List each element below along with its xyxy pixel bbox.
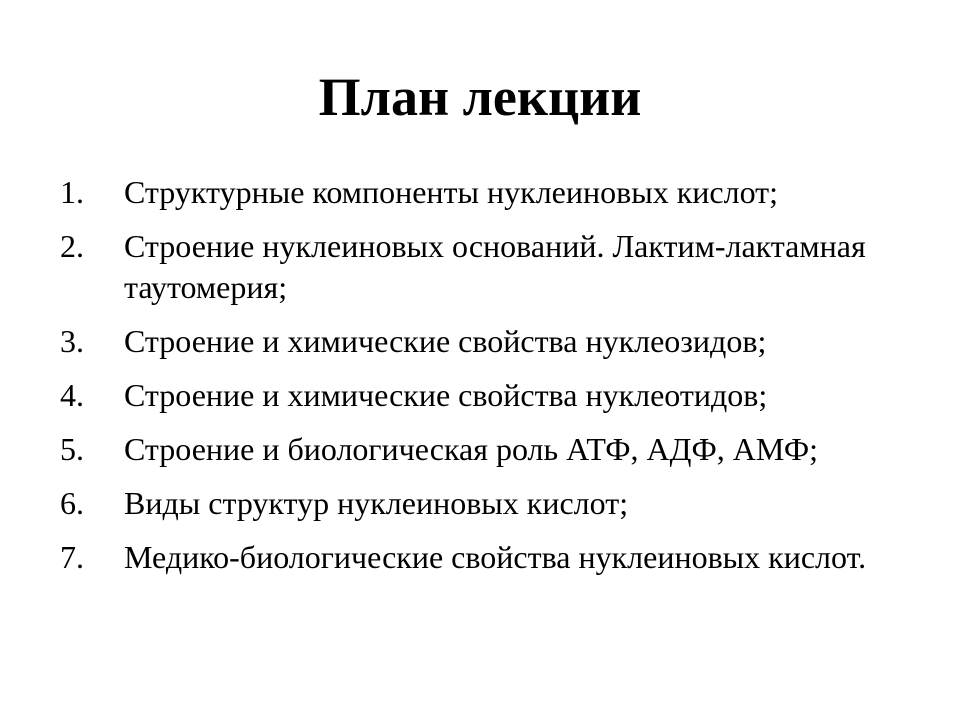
page-title: План лекции: [318, 67, 642, 127]
list-item: [60, 537, 900, 578]
list-item-number: 6.: [60, 485, 84, 521]
list-item-text: Медико-биологические свойства нуклеиновых кислот.: [124, 539, 867, 575]
list-item-text: Строение и биологическая роль АТФ, АДФ, АМФ;: [124, 431, 819, 467]
list-item-number: 3.: [60, 323, 84, 359]
list-item-text: Строение и химические свойства нуклеотидов;: [124, 377, 768, 413]
list-item-number: 2.: [60, 228, 84, 264]
list-item: [60, 321, 900, 362]
list-item-number: 4.: [60, 377, 84, 413]
list-item-number: 5.: [60, 431, 84, 467]
list-item: [60, 172, 900, 213]
list-item-number: 1.: [60, 174, 84, 210]
list-item: [60, 429, 900, 470]
list-item-text: Строение и химические свойства нуклеозидов;: [124, 323, 767, 359]
list-item: [60, 375, 900, 416]
list-item-text: Виды структур нуклеиновых кислот;: [124, 485, 629, 521]
lecture-plan-list: [60, 172, 900, 591]
list-item: [60, 226, 900, 308]
list-item-number: 7.: [60, 539, 84, 575]
list-item: [60, 483, 900, 524]
list-item-text: Строение нуклеиновых оснований. Лактим-лактамная таутомерия;: [124, 228, 866, 305]
list-item-text: Структурные компоненты нуклеиновых кислот;: [124, 174, 779, 210]
